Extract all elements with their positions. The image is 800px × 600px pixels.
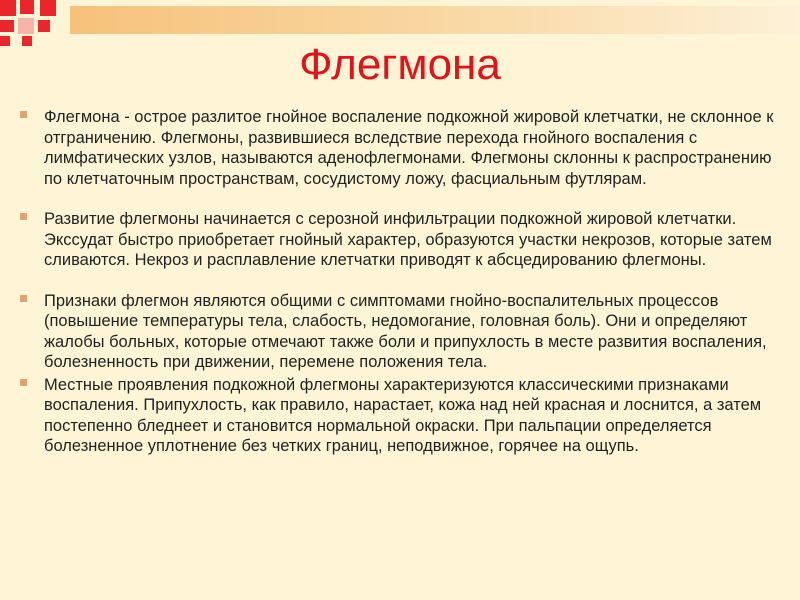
- corner-square: [0, 0, 16, 16]
- slide-title: Флегмона: [299, 40, 501, 89]
- bullet-icon: [20, 111, 27, 118]
- paragraph-text: Местные проявления подкожной флегмоны характеризуются классическими признаками воспаления. Припухлость, как правило, нарастает, кожа над ней красная и лоснится, а затем постепенно бледнеет и становится нормальной окраски. При пальпации определяется болезненное уплотнение без четких границ, неподвижное, горячее на ощупь.: [44, 375, 762, 455]
- corner-square: [20, 0, 34, 14]
- paragraph-text: Развитие флегмоны начинается с серозной инфильтрации подкожной жировой клетчатки. Экссудат быстро приобретает гнойный характер, образуются участки некрозов, которые затем сливаются. Некроз и расплавление клетчатки приводят к абсцедированию флегмоны.: [44, 210, 772, 269]
- content-list: [20, 107, 780, 459]
- corner-square: [18, 18, 34, 34]
- bullet-icon: [20, 295, 27, 302]
- list-item: [20, 209, 780, 271]
- list-item: [20, 375, 780, 457]
- corner-square: [40, 0, 56, 16]
- bullet-icon: [20, 213, 27, 220]
- corner-square: [0, 20, 14, 32]
- list-item: [20, 107, 780, 189]
- decorative-top-bar: [70, 6, 800, 34]
- list-item: [20, 291, 780, 373]
- paragraph-text: Признаки флегмон являются общими с симптомами гнойно-воспалительных процессов (повышение температуры тела, слабость, недомогание, головная боль). Они и определяют жалобы больных, которые отмечают также боли и припухлость в месте развития воспаления, болезненность при движении, перемене положения тела.: [44, 291, 767, 371]
- paragraph-text: Флегмона - острое разлитое гнойное воспаление подкожной жировой клетчатки, не склонное к отграничению. Флегмоны, развившиеся вследствие перехода гнойного воспаления с лимфатических узлов, называются аденофлегмонами. Флегмоны склонны к распространению по клетчаточным пространствам, сосудистому ложу, фасциальным футлярам.: [44, 108, 774, 188]
- corner-square: [38, 20, 50, 32]
- bullet-icon: [20, 379, 27, 386]
